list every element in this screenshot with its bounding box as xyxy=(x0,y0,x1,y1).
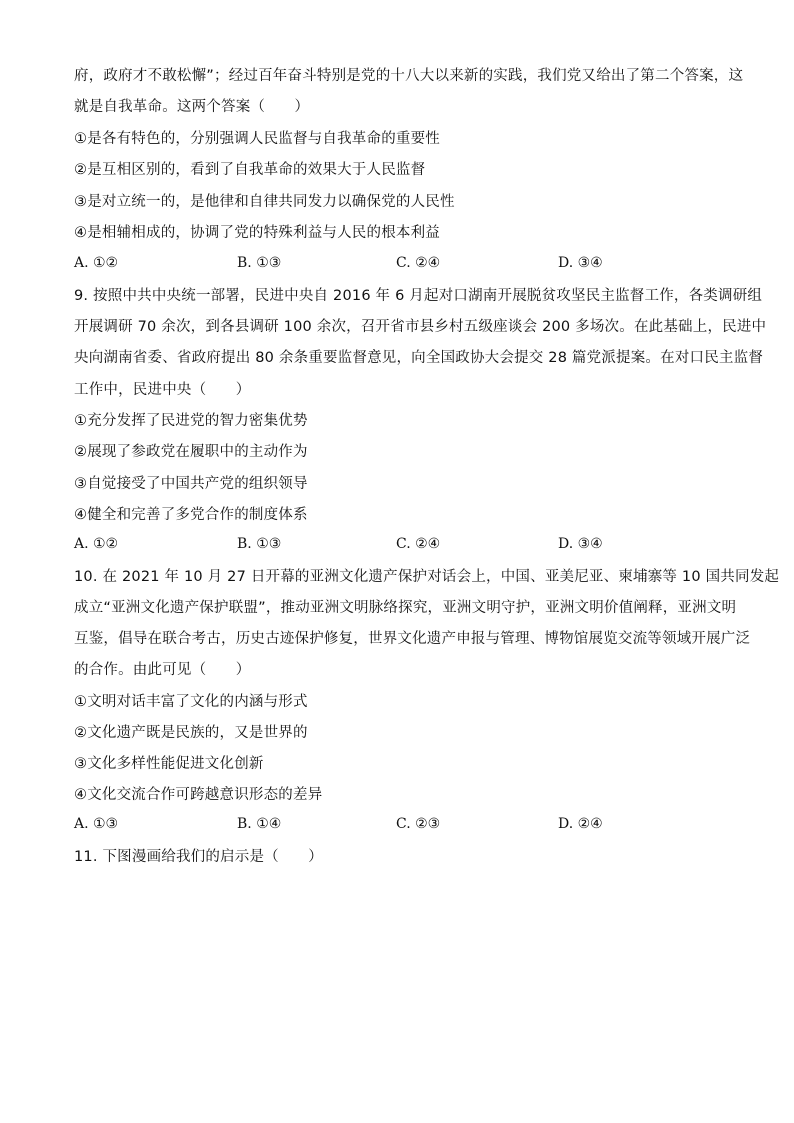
q8-option-b[interactable]: B. ①③ xyxy=(237,255,282,271)
q8-statement-3: ③是对立统一的，是他律和自律共同发力以确保党的人民性 xyxy=(74,194,455,210)
q10-line-4: 的合作。由此可见（ ） xyxy=(74,662,251,678)
q10-statement-4: ④文化交流合作可跨越意识形态的差异 xyxy=(74,787,323,803)
q10-option-d[interactable]: D. ②④ xyxy=(558,816,603,832)
q10-line-1: 10. 在 2021 年 10 月 27 日开幕的亚洲文化遗产保护对话会上，中国、亚美尼亚、柬埔寨等 10 国共同发起 xyxy=(74,569,780,585)
q9-line-1: 9. 按照中共中央统一部署，民进中央自 2016 年 6 月起对口湖南开展脱贫攻坚民主监督工作，各类调研组 xyxy=(74,288,763,304)
q8-option-d[interactable]: D. ③④ xyxy=(558,255,603,271)
q9-option-b[interactable]: B. ①③ xyxy=(237,536,282,552)
q10-option-c[interactable]: C. ②③ xyxy=(396,816,441,832)
q9-option-d[interactable]: D. ③④ xyxy=(558,536,603,552)
q9-statement-4: ④健全和完善了多党合作的制度体系 xyxy=(74,507,308,523)
q9-option-c[interactable]: C. ②④ xyxy=(396,536,441,552)
q9-statement-3: ③自觉接受了中国共产党的组织领导 xyxy=(74,476,308,492)
q9-line-4: 工作中，民进中央（ ） xyxy=(74,382,251,398)
q10-statement-3: ③文化多样性能促进文化创新 xyxy=(74,756,264,772)
q10-option-a[interactable]: A. ①③ xyxy=(74,816,119,832)
q10-statement-2: ②文化遗产既是民族的，又是世界的 xyxy=(74,725,308,741)
q8-statement-1: ①是各有特色的，分别强调人民监督与自我革命的重要性 xyxy=(74,131,440,147)
q8-line-2: 就是自我革命。这两个答案（ ） xyxy=(74,99,310,115)
q9-option-a[interactable]: A. ①② xyxy=(74,536,119,552)
q9-line-3: 央向湖南省委、省政府提出 80 余条重要监督意见，向全国政协大会提交 28 篇党派提案。在对口民主监督 xyxy=(74,350,764,366)
q11-line-1: 11. 下图漫画给我们的启示是（ ） xyxy=(74,849,323,865)
q10-line-2: 成立“亚洲文化遗产保护联盟”，推动亚洲文明脉络探究，亚洲文明守护，亚洲文明价值阐释，亚洲文明 xyxy=(74,600,737,616)
q9-statement-1: ①充分发挥了民进党的智力密集优势 xyxy=(74,413,308,429)
q8-option-c[interactable]: C. ②④ xyxy=(396,255,441,271)
q10-line-3: 互鉴，倡导在联合考古，历史古迹保护修复，世界文化遗产申报与管理、博物馆展览交流等领域开展广泛 xyxy=(74,631,751,647)
q9-options xyxy=(74,536,724,556)
q10-options xyxy=(74,816,724,836)
q8-options xyxy=(74,255,724,275)
q9-line-2: 开展调研 70 余次，到各县调研 100 余次，召开省市县乡村五级座谈会 200 多场次。在此基础上，民进中 xyxy=(74,319,767,335)
q8-statement-4: ④是相辅相成的，协调了党的特殊利益与人民的根本利益 xyxy=(74,225,440,241)
q8-line-1: 府，政府才不敢松懈”；经过百年奋斗特别是党的十八大以来新的实践，我们党又给出了第二个答案，这 xyxy=(74,68,744,84)
q8-option-a[interactable]: A. ①② xyxy=(74,255,119,271)
q9-statement-2: ②展现了参政党在履职中的主动作为 xyxy=(74,444,308,460)
q8-statement-2: ②是互相区别的，看到了自我革命的效果大于人民监督 xyxy=(74,162,426,178)
q10-statement-1: ①文明对话丰富了文化的内涵与形式 xyxy=(74,694,308,710)
q10-option-b[interactable]: B. ①④ xyxy=(237,816,282,832)
